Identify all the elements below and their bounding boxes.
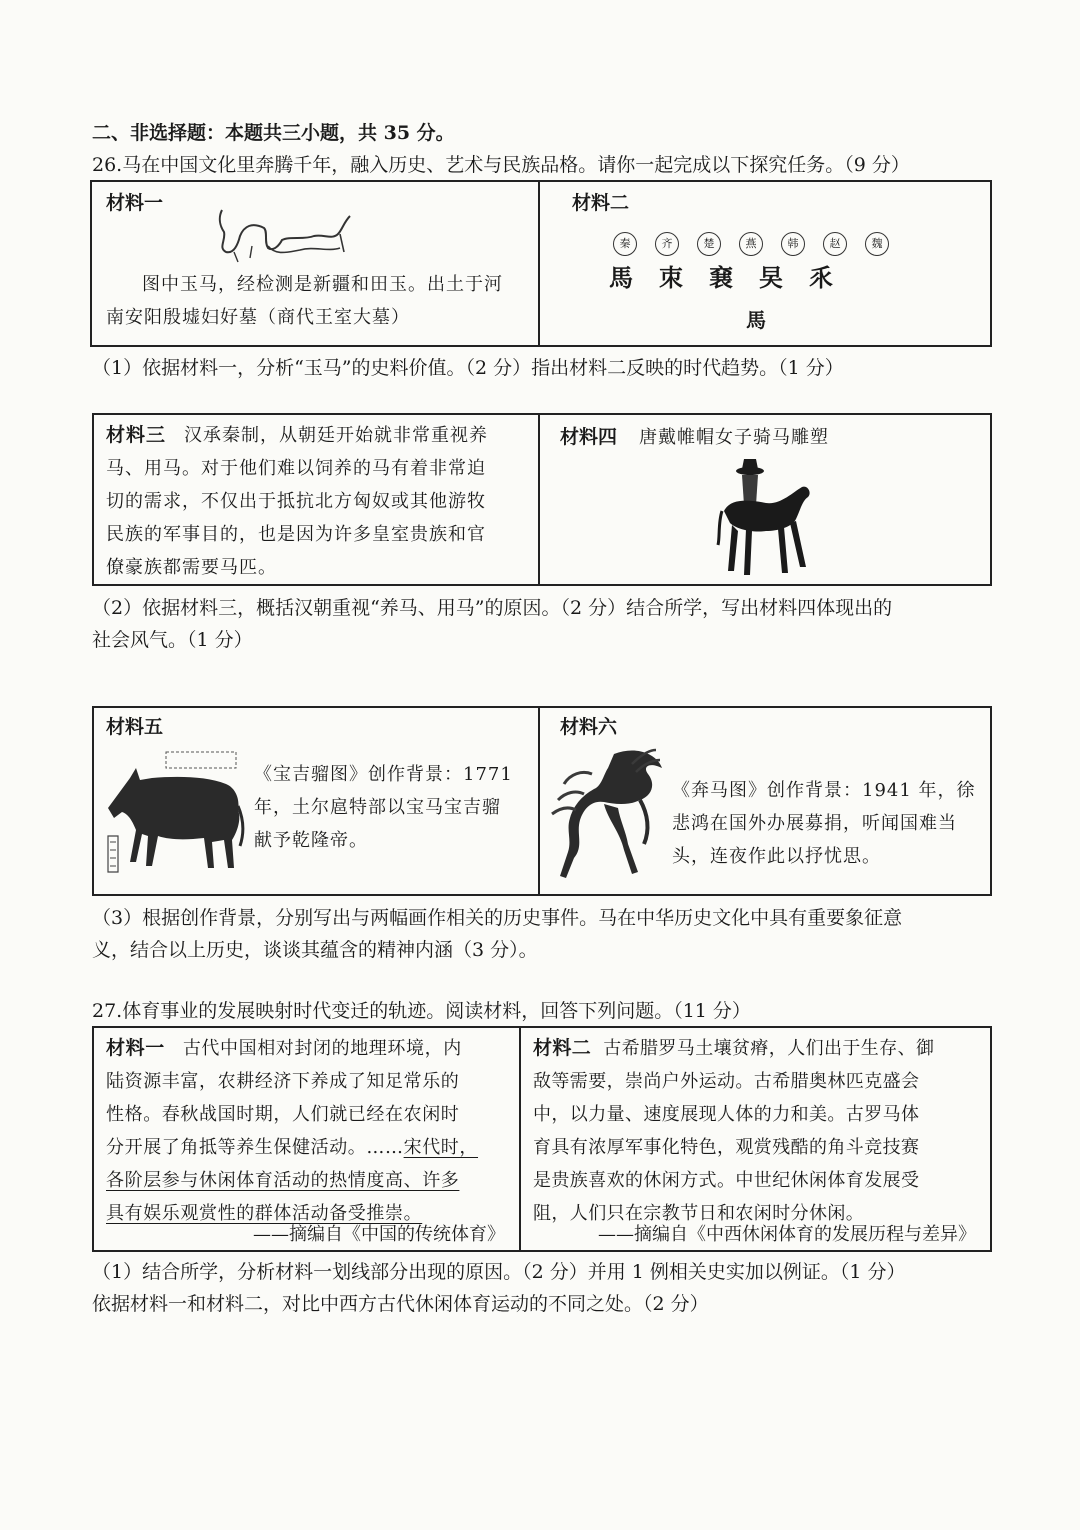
material-6-text-line2: 悲鸿在国外办展募捐，听闻国难当 (672, 813, 957, 834)
q27-material-1-underlined-text: 具有娱乐观赏性的群体活动备受推崇。 (106, 1203, 423, 1224)
q26-sub1: （1）依据材料一，分析“玉马”的史料价值。（2 分）指出材料二反映的时代趋势。（1 分） (92, 357, 844, 379)
unified-horse-glyph: 馬 (746, 308, 766, 332)
material-1-text-line2: 南安阳殷墟妇好墓（商代王室大墓） (106, 307, 410, 328)
galloping-horse-painting-image (544, 744, 668, 884)
q26-sub3-line2: 义，结合以上历史，谈谈其蕴含的精神内涵（3 分）。 (92, 939, 538, 961)
state-glyph: 韩 (781, 232, 805, 256)
material-5-text-line2: 年，土尔扈特部以宝马宝吉骝 (254, 797, 501, 818)
q27-material-2-line: 阻，人们只在宗教节日和农闲时分休闲。 (533, 1203, 865, 1224)
horse-script-glyph: 馬 (609, 263, 633, 292)
q26-sub2-line2: 社会风气。（1 分） (92, 629, 253, 651)
q27-material-2-cell (519, 1028, 990, 1250)
material-3-cell (94, 415, 538, 584)
material-2-cell (538, 182, 990, 345)
q27-material-1-line: 古代中国相对封闭的地理环境，内 (182, 1038, 462, 1059)
material-6-text-line3: 头，连夜作此以抒忧思。 (672, 846, 881, 867)
q27-material-1-cell (94, 1028, 519, 1250)
jade-horse-image (204, 206, 354, 266)
state-glyph: 魏 (865, 232, 889, 256)
q26-material-box-1 (90, 180, 992, 347)
horse-script-glyph: 㐮 (709, 263, 733, 292)
q27-material-1-line: 陆资源丰富，农耕经济下养成了知足常乐的 (106, 1071, 460, 1092)
material-4-cell (538, 415, 990, 584)
q27-material-1-underlined-text: 宋代时， (403, 1137, 479, 1158)
material-6-text-line1: 《奔马图》创作背景：1941 年，徐 (672, 780, 976, 801)
material-3-line: 民族的军事目的，也是因为许多皇室贵族和官 (106, 524, 486, 545)
q26-material-box-2 (92, 413, 992, 586)
material-6-label: 材料六 (560, 716, 618, 738)
q26-material-box-3 (92, 706, 992, 896)
material-5-cell (94, 708, 538, 894)
tang-horse-rider-sculpture-image (716, 453, 816, 581)
baojiliu-horse-painting-image (106, 750, 246, 878)
material-1-text-line1: 图中玉马，经检测是新疆和田玉。出土于河 (142, 274, 503, 295)
material-4-label: 材料四 (560, 426, 618, 448)
material-1-cell (92, 182, 538, 345)
state-glyph: 齐 (655, 232, 679, 256)
q27-material-box (92, 1026, 992, 1252)
q26-sub3-line1: （3）根据创作背景，分别写出与两幅画作相关的历史事件。马在中华历史文化中具有重要象征意 (92, 907, 903, 929)
q27-material-2-label: 材料二 (533, 1037, 592, 1059)
q27-material-2-line: 古希腊罗马土壤贫瘠，人们出于生存、御 (603, 1038, 935, 1059)
q27-material-2-line: 育具有浓厚军事化特色，观赏残酷的角斗竞技赛 (533, 1137, 920, 1158)
warring-states-state-names (604, 232, 898, 256)
q27-stem: 27.体育事业的发展映射时代变迁的轨迹。阅读材料，回答下列问题。（11 分） (92, 1000, 751, 1022)
state-glyph: 楚 (697, 232, 721, 256)
q26-sub2 (92, 592, 992, 656)
material-3-line: 汉承秦制，从朝廷开始就非常重视养 (184, 425, 489, 446)
material-1-label: 材料一 (106, 192, 164, 214)
q26-stem: 26.马在中国文化里奔腾千年，融入历史、艺术与民族品格。请你一起完成以下探究任务。（9 分） (92, 154, 910, 176)
q27-material-1-line: 分开展了角抵等养生保健活动。…… (106, 1137, 404, 1158)
material-4-caption: 唐戴帷帽女子骑马雕塑 (639, 427, 830, 448)
q27-sub1 (92, 1256, 992, 1320)
state-glyph: 秦 (613, 232, 637, 256)
material-3-line: 僚豪族都需要马匹。 (106, 557, 277, 578)
material-3-line: 马、用马。对于他们难以饲养的马有着非常迫 (106, 458, 486, 479)
q27-sub1-line1: （1）结合所学，分析材料一划线部分出现的原因。（2 分）并用 1 例相关史实加以例证。（1 分） (92, 1261, 906, 1283)
q27-material-2-line: 是贵族喜欢的休闲方式。中世纪休闲体育发展受 (533, 1170, 920, 1191)
material-5-text-line1: 《宝吉骝图》创作背景：1771 (254, 764, 513, 785)
section-heading: 二、非选择题：本题共三小题，共 35 分。 (92, 122, 455, 144)
horse-script-glyph: 乑 (809, 263, 833, 292)
material-3-line: 切的需求，不仅出于抵抗北方匈奴或其他游牧 (106, 491, 486, 512)
material-5-label: 材料五 (106, 716, 164, 738)
q26-sub2-line1: （2）依据材料三，概括汉朝重视“养马、用马”的原因。（2 分）结合所学，写出材料四体现出的 (92, 597, 893, 619)
horse-script-glyph: 旲 (759, 263, 783, 292)
material-5-text-line3: 献予乾隆帝。 (254, 830, 368, 851)
material-3-label: 材料三 (106, 424, 167, 446)
q27-material-2-line: 中，以力量、速度展现人体的力和美。古罗马体 (533, 1104, 920, 1125)
q26-sub3 (92, 902, 992, 966)
material-6-cell (538, 708, 990, 894)
horse-script-glyph: 朿 (659, 263, 683, 292)
q27-material-2-line: 敌等需要，崇尚户外运动。古希腊奥林匹克盛会 (533, 1071, 920, 1092)
q27-material-1-source: ——摘编自《中国的传统体育》 (253, 1224, 505, 1245)
state-glyph: 燕 (739, 232, 763, 256)
state-glyph: 赵 (823, 232, 847, 256)
q27-material-2-source: ——摘编自《中西休闲体育的发展历程与差异》 (598, 1224, 976, 1245)
horse-script-glyphs (596, 258, 846, 293)
q27-material-1-line: 性格。春秋战国时期，人们就已经在农闲时 (106, 1104, 460, 1125)
q27-sub1-line2: 依据材料一和材料二，对比中西方古代休闲体育运动的不同之处。（2 分） (92, 1293, 709, 1315)
q27-material-1-label: 材料一 (106, 1037, 165, 1059)
q27-material-1-underlined-text: 各阶层参与休闲体育活动的热情度高、许多 (106, 1170, 460, 1191)
material-2-label: 材料二 (572, 192, 630, 214)
